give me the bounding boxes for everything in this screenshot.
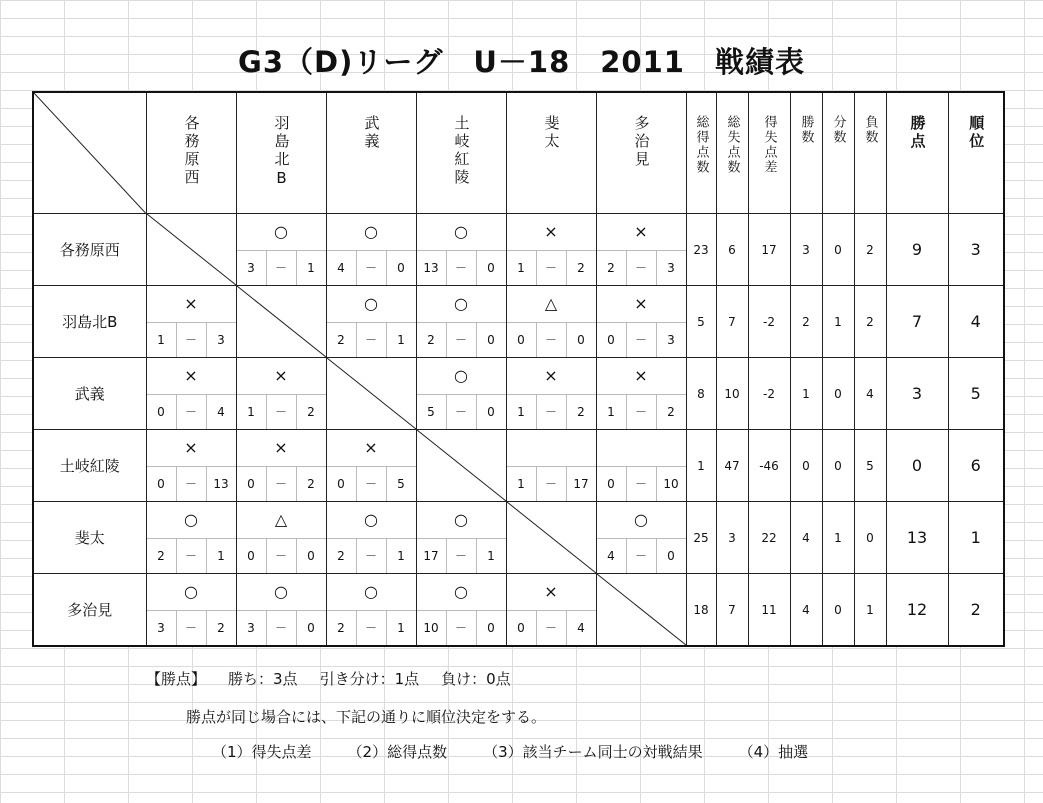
total-goals-against: 47 xyxy=(716,430,748,502)
goals-against: 5 xyxy=(386,467,416,501)
score-dash: － xyxy=(626,251,656,285)
losses: 1 xyxy=(854,574,886,647)
goals-against: 0 xyxy=(476,611,506,645)
diagonal-line xyxy=(34,93,146,213)
match-result-cell xyxy=(416,574,506,647)
wins: 0 xyxy=(790,430,822,502)
column-header-team-3 xyxy=(326,92,416,214)
score-dash: － xyxy=(176,611,206,645)
column-header-stat-6 xyxy=(854,92,886,214)
column-header-stat-1-label: 総得点数 xyxy=(693,115,709,175)
points-value: 0 xyxy=(886,430,948,502)
column-header-stat-2 xyxy=(716,92,748,214)
diagonal-line xyxy=(417,430,506,501)
match-score xyxy=(507,610,596,645)
total-goals-against: 10 xyxy=(716,358,748,430)
column-header-stat-6-label: 負数 xyxy=(862,115,878,145)
match-score xyxy=(327,250,416,285)
result-mark: × xyxy=(544,222,558,241)
goals-against: 2 xyxy=(206,611,236,645)
result-mark: × xyxy=(634,222,648,241)
tiebreak-4: （4）抽選 xyxy=(738,743,809,761)
self-match-cell xyxy=(596,574,686,647)
wins: 4 xyxy=(790,574,822,647)
result-mark: ○ xyxy=(454,222,468,241)
score-dash: － xyxy=(266,251,296,285)
diagonal-line xyxy=(507,502,596,573)
rank-value: 3 xyxy=(948,214,1004,286)
draws: 0 xyxy=(822,358,854,430)
goals-against: 1 xyxy=(386,539,416,573)
match-score xyxy=(417,250,506,285)
match-score xyxy=(507,250,596,285)
goal-difference: -46 xyxy=(748,430,790,502)
result-mark: ○ xyxy=(184,582,198,601)
self-match-cell xyxy=(236,286,326,358)
points-value: 9 xyxy=(886,214,948,286)
result-mark: ○ xyxy=(364,294,378,313)
self-match-cell xyxy=(506,502,596,574)
goals-for: 1 xyxy=(157,333,165,347)
draws: 1 xyxy=(822,502,854,574)
goals-for: 2 xyxy=(337,333,345,347)
total-goals-for: 25 xyxy=(686,502,716,574)
goals-against: 2 xyxy=(296,467,326,501)
row-team-name: 多治見 xyxy=(33,574,146,647)
self-match-cell xyxy=(416,430,506,502)
match-result-cell xyxy=(596,214,686,286)
goals-for: 3 xyxy=(247,621,255,635)
draws: 0 xyxy=(822,214,854,286)
column-header-stat-3-label: 得失点差 xyxy=(761,115,777,175)
rank-value: 2 xyxy=(948,574,1004,647)
draws: 0 xyxy=(822,574,854,647)
total-goals-for: 1 xyxy=(686,430,716,502)
goals-against: 0 xyxy=(386,251,416,285)
match-result-cell xyxy=(146,574,236,647)
row-team-name: 羽島北B xyxy=(33,286,146,358)
result-mark: ○ xyxy=(454,510,468,529)
goals-for: 1 xyxy=(517,405,525,419)
match-result-cell xyxy=(146,286,236,358)
match-score xyxy=(597,538,686,573)
draw-points: 引き分け：1点 xyxy=(319,670,420,688)
score-dash: － xyxy=(626,395,656,429)
column-header-team-5-label: 斐太 xyxy=(542,115,561,151)
rank-value: 5 xyxy=(948,358,1004,430)
match-score xyxy=(327,322,416,357)
tiebreak-3: （3）該当チーム同士の対戦結果 xyxy=(483,743,703,761)
result-mark: ○ xyxy=(454,294,468,313)
score-dash: － xyxy=(626,539,656,573)
goals-for: 2 xyxy=(337,549,345,563)
result-mark: ○ xyxy=(274,222,288,241)
match-result-cell xyxy=(236,502,326,574)
result-mark: × xyxy=(544,366,558,385)
match-score xyxy=(327,610,416,645)
self-match-cell xyxy=(326,358,416,430)
points-value: 12 xyxy=(886,574,948,647)
match-result-cell xyxy=(326,430,416,502)
column-header-team-3-label: 武義 xyxy=(362,115,381,151)
match-result-cell xyxy=(596,502,686,574)
goals-against: 2 xyxy=(296,395,326,429)
draws: 1 xyxy=(822,286,854,358)
match-score xyxy=(327,466,416,501)
score-dash: － xyxy=(446,611,476,645)
score-dash: － xyxy=(176,323,206,357)
score-dash: － xyxy=(626,323,656,357)
result-mark: ○ xyxy=(454,366,468,385)
score-dash: － xyxy=(356,323,386,357)
match-score xyxy=(507,394,596,429)
goals-for: 1 xyxy=(247,405,255,419)
column-header-stat-3 xyxy=(748,92,790,214)
self-match-cell xyxy=(146,214,236,286)
result-mark: × xyxy=(184,438,198,457)
goals-against: 13 xyxy=(206,467,236,501)
score-dash: － xyxy=(356,611,386,645)
match-result-cell xyxy=(326,502,416,574)
score-dash: － xyxy=(356,539,386,573)
total-goals-against: 7 xyxy=(716,286,748,358)
result-mark: △ xyxy=(274,510,288,529)
goals-against: 3 xyxy=(206,323,236,357)
total-goals-against: 7 xyxy=(716,574,748,647)
tiebreak-rules xyxy=(212,741,844,762)
goals-against: 1 xyxy=(206,539,236,573)
goals-for: 0 xyxy=(607,477,615,491)
match-result-cell xyxy=(506,430,596,502)
match-result-cell xyxy=(596,286,686,358)
result-mark: △ xyxy=(544,294,558,313)
result-mark: ○ xyxy=(364,222,378,241)
score-dash: － xyxy=(266,539,296,573)
goals-against: 0 xyxy=(296,611,326,645)
goals-for: 1 xyxy=(517,261,525,275)
losses: 5 xyxy=(854,430,886,502)
goals-for: 0 xyxy=(517,333,525,347)
tiebreak-intro: 勝点が同じ場合には、下記の通りに順位決定をする。 xyxy=(186,708,547,726)
match-score xyxy=(147,538,236,573)
match-result-cell xyxy=(506,214,596,286)
column-header-points xyxy=(886,92,948,214)
team-row xyxy=(33,502,1004,574)
result-mark xyxy=(507,437,596,459)
match-result-cell xyxy=(146,502,236,574)
result-mark: × xyxy=(634,366,648,385)
match-score xyxy=(237,466,326,501)
match-result-cell xyxy=(416,358,506,430)
match-score xyxy=(417,538,506,573)
points-legend-label: 【勝点】 xyxy=(146,670,207,688)
diagonal-line xyxy=(237,286,326,357)
tiebreak-2: （2）総得点数 xyxy=(347,743,448,761)
match-score xyxy=(507,322,596,357)
result-mark xyxy=(597,437,686,459)
result-mark: × xyxy=(274,366,288,385)
match-score xyxy=(237,610,326,645)
goals-for: 0 xyxy=(157,477,165,491)
team-row xyxy=(33,358,1004,430)
match-result-cell xyxy=(596,358,686,430)
goals-against: 0 xyxy=(566,323,596,357)
match-result-cell xyxy=(506,358,596,430)
losses: 2 xyxy=(854,214,886,286)
match-result-cell xyxy=(146,358,236,430)
page-title: G3（D)リーグ U－18 2011 戦績表 xyxy=(238,45,805,79)
team-row xyxy=(33,430,1004,502)
diagonal-line xyxy=(597,574,686,645)
goal-difference: 17 xyxy=(748,214,790,286)
goals-against: 1 xyxy=(296,251,326,285)
goals-against: 3 xyxy=(656,251,686,285)
column-header-team-2-label: 羽島北B xyxy=(272,115,291,190)
score-dash: － xyxy=(536,323,566,357)
match-score xyxy=(327,538,416,573)
column-header-team-4 xyxy=(416,92,506,214)
match-score xyxy=(237,538,326,573)
goals-for: 0 xyxy=(517,621,525,635)
goal-difference: -2 xyxy=(748,286,790,358)
result-mark: ○ xyxy=(454,582,468,601)
standings-table xyxy=(32,91,1005,647)
goals-against: 10 xyxy=(656,467,686,501)
result-mark: ○ xyxy=(364,582,378,601)
match-score xyxy=(417,394,506,429)
goals-for: 0 xyxy=(337,477,345,491)
goals-against: 4 xyxy=(566,611,596,645)
points-value: 7 xyxy=(886,286,948,358)
match-score xyxy=(597,466,686,501)
column-header-stat-1 xyxy=(686,92,716,214)
result-mark: × xyxy=(184,366,198,385)
total-goals-for: 23 xyxy=(686,214,716,286)
goals-for: 2 xyxy=(607,261,615,275)
goals-against: 2 xyxy=(566,251,596,285)
goals-for: 5 xyxy=(427,405,435,419)
team-row xyxy=(33,214,1004,286)
result-mark: ○ xyxy=(634,510,648,529)
score-dash: － xyxy=(266,395,296,429)
match-score xyxy=(147,322,236,357)
match-result-cell xyxy=(146,430,236,502)
goals-for: 4 xyxy=(607,549,615,563)
match-result-cell xyxy=(416,286,506,358)
match-result-cell xyxy=(416,502,506,574)
points-legend xyxy=(146,668,511,689)
goal-difference: 11 xyxy=(748,574,790,647)
row-team-name: 土岐紅陵 xyxy=(33,430,146,502)
goals-for: 2 xyxy=(337,621,345,635)
goals-for: 13 xyxy=(423,261,439,275)
goals-for: 3 xyxy=(247,261,255,275)
goals-for: 1 xyxy=(607,405,615,419)
goals-against: 0 xyxy=(476,323,506,357)
match-score xyxy=(417,322,506,357)
column-header-team-5 xyxy=(506,92,596,214)
match-score xyxy=(237,250,326,285)
match-result-cell xyxy=(326,214,416,286)
score-dash: － xyxy=(446,539,476,573)
score-dash: － xyxy=(356,467,386,501)
goals-against: 1 xyxy=(386,323,416,357)
losses: 2 xyxy=(854,286,886,358)
goals-for: 3 xyxy=(157,621,165,635)
diagonal-line xyxy=(147,214,236,285)
column-header-team-6-label: 多治見 xyxy=(632,115,651,169)
match-score xyxy=(597,322,686,357)
wins: 2 xyxy=(790,286,822,358)
total-goals-for: 5 xyxy=(686,286,716,358)
goals-for: 0 xyxy=(247,477,255,491)
goals-against: 1 xyxy=(386,611,416,645)
column-header-team-1-label: 各務原西 xyxy=(182,115,201,187)
match-result-cell xyxy=(236,574,326,647)
win-points: 勝ち：3点 xyxy=(228,670,298,688)
score-dash: － xyxy=(446,323,476,357)
score-dash: － xyxy=(176,467,206,501)
goals-for: 0 xyxy=(247,549,255,563)
goals-against: 2 xyxy=(656,395,686,429)
goals-against: 0 xyxy=(476,395,506,429)
total-goals-for: 18 xyxy=(686,574,716,647)
points-value: 3 xyxy=(886,358,948,430)
result-mark: × xyxy=(184,294,198,313)
column-header-stat-5-label: 分数 xyxy=(830,115,846,145)
match-score xyxy=(597,250,686,285)
total-goals-against: 6 xyxy=(716,214,748,286)
match-score xyxy=(147,394,236,429)
rank-value: 4 xyxy=(948,286,1004,358)
goal-difference: 22 xyxy=(748,502,790,574)
match-result-cell xyxy=(236,358,326,430)
row-team-name: 武義 xyxy=(33,358,146,430)
match-score xyxy=(147,610,236,645)
column-header-rank xyxy=(948,92,1004,214)
goals-for: 2 xyxy=(427,333,435,347)
score-dash: － xyxy=(536,467,566,501)
goals-for: 0 xyxy=(157,405,165,419)
result-mark: ○ xyxy=(274,582,288,601)
points-value: 13 xyxy=(886,502,948,574)
match-result-cell xyxy=(416,214,506,286)
row-team-name: 斐太 xyxy=(33,502,146,574)
match-result-cell xyxy=(326,574,416,647)
match-result-cell xyxy=(506,574,596,647)
goals-for: 17 xyxy=(423,549,439,563)
goals-for: 0 xyxy=(607,333,615,347)
match-score xyxy=(237,394,326,429)
wins: 4 xyxy=(790,502,822,574)
goals-against: 0 xyxy=(656,539,686,573)
score-dash: － xyxy=(266,467,296,501)
result-mark: × xyxy=(544,582,558,601)
column-header-stat-2-label: 総失点数 xyxy=(724,115,740,175)
wins: 3 xyxy=(790,214,822,286)
score-dash: － xyxy=(176,539,206,573)
result-mark: × xyxy=(364,438,378,457)
column-header-team-6 xyxy=(596,92,686,214)
match-score xyxy=(417,610,506,645)
team-row xyxy=(33,574,1004,647)
goals-for: 1 xyxy=(517,477,525,491)
row-team-name: 各務原西 xyxy=(33,214,146,286)
score-dash: － xyxy=(536,251,566,285)
column-header-stat-4 xyxy=(790,92,822,214)
match-result-cell xyxy=(236,214,326,286)
match-result-cell xyxy=(506,286,596,358)
goal-difference: -2 xyxy=(748,358,790,430)
column-header-rank-label: 順位 xyxy=(967,115,986,151)
losses: 0 xyxy=(854,502,886,574)
match-result-cell xyxy=(326,286,416,358)
score-dash: － xyxy=(266,611,296,645)
score-dash: － xyxy=(356,251,386,285)
score-dash: － xyxy=(176,395,206,429)
match-score xyxy=(597,394,686,429)
result-mark: ○ xyxy=(184,510,198,529)
goals-for: 2 xyxy=(157,549,165,563)
score-dash: － xyxy=(446,395,476,429)
match-score xyxy=(147,466,236,501)
column-header-team-2 xyxy=(236,92,326,214)
column-header-team-1 xyxy=(146,92,236,214)
score-dash: － xyxy=(536,395,566,429)
column-header-stat-4-label: 勝数 xyxy=(798,115,814,145)
score-dash: － xyxy=(536,611,566,645)
goals-against: 0 xyxy=(476,251,506,285)
goals-against: 4 xyxy=(206,395,236,429)
draws: 0 xyxy=(822,430,854,502)
rank-value: 6 xyxy=(948,430,1004,502)
loss-points: 負け：0点 xyxy=(441,670,511,688)
match-score xyxy=(507,466,596,501)
team-row xyxy=(33,286,1004,358)
score-dash: － xyxy=(446,251,476,285)
score-dash: － xyxy=(626,467,656,501)
total-goals-against: 3 xyxy=(716,502,748,574)
total-goals-for: 8 xyxy=(686,358,716,430)
goals-for: 10 xyxy=(423,621,439,635)
result-mark: × xyxy=(634,294,648,313)
result-mark: ○ xyxy=(364,510,378,529)
column-header-points-label: 勝点 xyxy=(908,115,927,151)
corner-cell xyxy=(33,92,146,214)
match-result-cell xyxy=(596,430,686,502)
losses: 4 xyxy=(854,358,886,430)
goals-against: 2 xyxy=(566,395,596,429)
goals-against: 17 xyxy=(566,467,596,501)
goals-against: 0 xyxy=(296,539,326,573)
goals-against: 3 xyxy=(656,323,686,357)
tiebreak-1: （1）得失点差 xyxy=(212,743,312,761)
result-mark: × xyxy=(274,438,288,457)
match-result-cell xyxy=(236,430,326,502)
column-header-team-4-label: 土岐紅陵 xyxy=(452,115,471,187)
diagonal-line xyxy=(327,358,416,429)
column-header-stat-5 xyxy=(822,92,854,214)
rank-value: 1 xyxy=(948,502,1004,574)
header-row xyxy=(33,92,1004,214)
goals-against: 1 xyxy=(476,539,506,573)
goals-for: 4 xyxy=(337,261,345,275)
wins: 1 xyxy=(790,358,822,430)
